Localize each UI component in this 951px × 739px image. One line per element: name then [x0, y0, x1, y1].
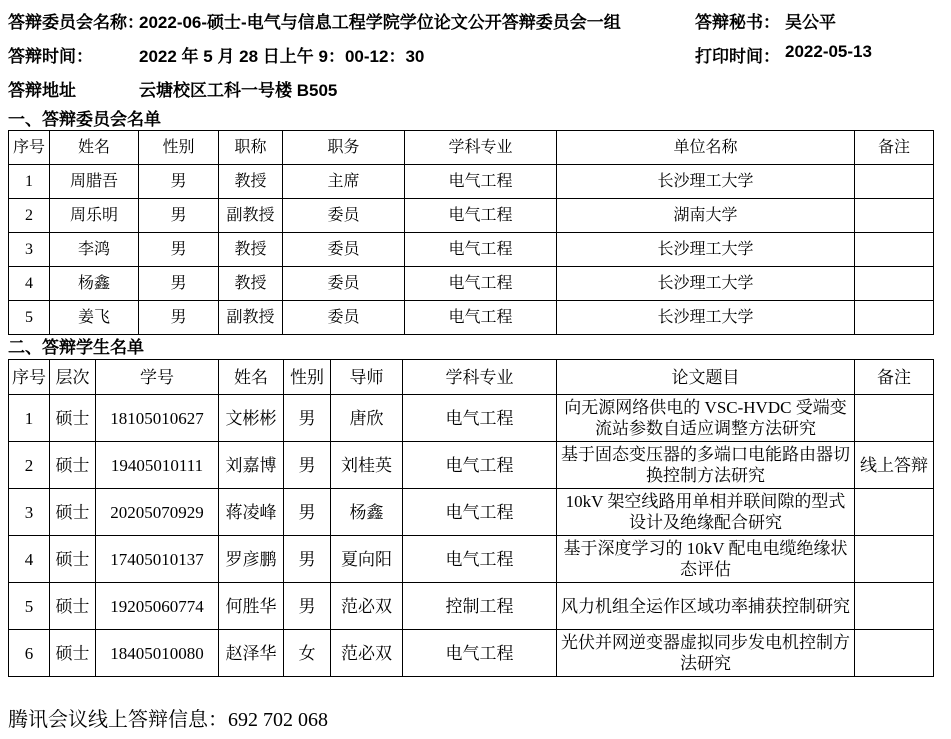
secretary-value: 吴公平: [785, 13, 836, 32]
table-cell-index: 2: [9, 442, 50, 489]
table-row: [9, 267, 934, 301]
table-cell-degree-level: 硕士: [50, 536, 96, 583]
table-cell-title: 教授: [219, 233, 283, 267]
table-cell-name: 何胜华: [219, 583, 284, 630]
table-cell-role: 委员: [283, 267, 405, 301]
column-header: 姓名: [219, 360, 284, 395]
table-cell-supervisor: 杨鑫: [331, 489, 403, 536]
table-cell-discipline: 电气工程: [405, 165, 557, 199]
table-cell-title: 教授: [219, 165, 283, 199]
table-cell-gender: 女: [284, 630, 331, 677]
column-header: 层次: [50, 360, 96, 395]
table-cell-student-id: 18105010627: [96, 395, 219, 442]
column-header: 性别: [139, 131, 219, 165]
table-cell-gender: 男: [139, 301, 219, 335]
table-cell-remark: [855, 199, 934, 233]
table-cell-supervisor: 范必双: [331, 630, 403, 677]
table-cell-thesis-title: 10kV 架空线路用单相并联间隙的型式设计及绝缘配合研究: [557, 489, 855, 536]
table-cell-student-id: 18405010080: [96, 630, 219, 677]
table-cell-discipline: 控制工程: [403, 583, 557, 630]
header-line-committee: [0, 8, 951, 30]
table-cell-supervisor: 刘桂英: [331, 442, 403, 489]
table-cell-discipline: 电气工程: [403, 536, 557, 583]
table-cell-gender: 男: [284, 536, 331, 583]
table-cell-discipline: 电气工程: [405, 267, 557, 301]
table-cell-thesis-title: 向无源网络供电的 VSC-HVDC 受端变流站参数自适应调整方法研究: [557, 395, 855, 442]
column-header: 备注: [855, 131, 934, 165]
table-cell-supervisor: 唐欣: [331, 395, 403, 442]
table-cell-degree-level: 硕士: [50, 442, 96, 489]
table-cell-remark: [855, 233, 934, 267]
table-cell-name: 杨鑫: [50, 267, 139, 301]
table-cell-remark: [855, 536, 934, 583]
meeting-info-text: 腾讯会议线上答辩信息：692 702 068: [8, 709, 328, 731]
table-cell-name: 蒋凌峰: [219, 489, 284, 536]
table-cell-role: 委员: [283, 233, 405, 267]
table-cell-gender: 男: [284, 395, 331, 442]
table-cell-index: 2: [9, 199, 50, 233]
table-cell-remark: [855, 165, 934, 199]
table-row: [9, 233, 934, 267]
table-cell-title: 副教授: [219, 199, 283, 233]
table-cell-index: 4: [9, 536, 50, 583]
table-cell-gender: 男: [139, 165, 219, 199]
table-cell-role: 主席: [283, 165, 405, 199]
table-cell-affiliation: 长沙理工大学: [557, 301, 855, 335]
table-row: [9, 395, 934, 442]
table-cell-discipline: 电气工程: [403, 395, 557, 442]
table-cell-name: 李鸿: [50, 233, 139, 267]
table-row: [9, 301, 934, 335]
header-line-time: [0, 42, 951, 64]
table-row: [9, 489, 934, 536]
table-cell-index: 5: [9, 301, 50, 335]
header-line-address: [0, 76, 951, 98]
table-cell-gender: 男: [139, 199, 219, 233]
table-cell-remark: [855, 395, 934, 442]
column-header: 导师: [331, 360, 403, 395]
table-cell-name: 罗彦鹏: [219, 536, 284, 583]
column-header: 单位名称: [557, 131, 855, 165]
table-cell-remark: [855, 630, 934, 677]
table-cell-discipline: 电气工程: [403, 489, 557, 536]
table-cell-supervisor: 夏向阳: [331, 536, 403, 583]
table-cell-index: 6: [9, 630, 50, 677]
table-cell-affiliation: 湖南大学: [557, 199, 855, 233]
secretary-label: 答辩秘书：: [695, 13, 780, 32]
table-cell-thesis-title: 基于固态变压器的多端口电能路由器切换控制方法研究: [557, 442, 855, 489]
column-header: 序号: [9, 360, 50, 395]
table-cell-name: 姜飞: [50, 301, 139, 335]
section-heading-committee: 一、答辩委员会名单: [8, 110, 161, 129]
table-cell-discipline: 电气工程: [405, 301, 557, 335]
column-header: 职务: [283, 131, 405, 165]
committee-table-body: [9, 165, 934, 335]
table-cell-affiliation: 长沙理工大学: [557, 233, 855, 267]
table-cell-thesis-title: 基于深度学习的 10kV 配电电缆绝缘状态评估: [557, 536, 855, 583]
table-cell-gender: 男: [284, 489, 331, 536]
table-row: [9, 536, 934, 583]
table-cell-student-id: 19405010111: [96, 442, 219, 489]
table-cell-index: 4: [9, 267, 50, 301]
print-time-label: 打印时间：: [695, 47, 780, 66]
students-header-row: [9, 360, 934, 395]
table-cell-affiliation: 长沙理工大学: [557, 165, 855, 199]
table-cell-index: 3: [9, 233, 50, 267]
table-cell-name: 刘嘉博: [219, 442, 284, 489]
column-header: 性别: [284, 360, 331, 395]
table-cell-remark: [855, 583, 934, 630]
students-table: [8, 359, 934, 677]
table-cell-degree-level: 硕士: [50, 583, 96, 630]
table-cell-discipline: 电气工程: [403, 442, 557, 489]
table-cell-discipline: 电气工程: [405, 199, 557, 233]
table-row: [9, 199, 934, 233]
table-cell-remark: [855, 267, 934, 301]
table-cell-remark: [855, 489, 934, 536]
committee-header-row: [9, 131, 934, 165]
column-header: 学科专业: [403, 360, 557, 395]
column-header: 学号: [96, 360, 219, 395]
table-cell-name: 赵泽华: [219, 630, 284, 677]
section-heading-students: 二、答辩学生名单: [8, 338, 144, 357]
table-cell-role: 委员: [283, 301, 405, 335]
table-cell-index: 1: [9, 165, 50, 199]
table-cell-index: 3: [9, 489, 50, 536]
defense-time-value: 2022 年 5 月 28 日上午 9：00-12：30: [139, 47, 425, 66]
table-cell-remark: [855, 301, 934, 335]
column-header: 学科专业: [405, 131, 557, 165]
table-cell-title: 教授: [219, 267, 283, 301]
defense-time-label: 答辩时间：: [8, 47, 93, 66]
committee-table: [8, 130, 934, 335]
defense-address-label: 答辩地址: [8, 81, 76, 100]
table-row: [9, 165, 934, 199]
column-header: 职称: [219, 131, 283, 165]
table-cell-role: 委员: [283, 199, 405, 233]
table-row: [9, 583, 934, 630]
table-cell-discipline: 电气工程: [405, 233, 557, 267]
table-cell-degree-level: 硕士: [50, 489, 96, 536]
table-cell-affiliation: 长沙理工大学: [557, 267, 855, 301]
table-row: [9, 442, 934, 489]
table-cell-student-id: 17405010137: [96, 536, 219, 583]
table-row: [9, 630, 934, 677]
table-cell-degree-level: 硕士: [50, 395, 96, 442]
column-header: 论文题目: [557, 360, 855, 395]
table-cell-index: 5: [9, 583, 50, 630]
students-table-head: [9, 360, 934, 395]
table-cell-degree-level: 硕士: [50, 630, 96, 677]
table-cell-thesis-title: 光伏并网逆变器虚拟同步发电机控制方法研究: [557, 630, 855, 677]
table-cell-supervisor: 范必双: [331, 583, 403, 630]
committee-table-head: [9, 131, 934, 165]
table-cell-thesis-title: 风力机组全运作区域功率捕获控制研究: [557, 583, 855, 630]
committee-name-value: 2022-06-硕士-电气与信息工程学院学位论文公开答辩委员会一组: [139, 13, 621, 32]
table-cell-gender: 男: [284, 442, 331, 489]
column-header: 姓名: [50, 131, 139, 165]
table-cell-name: 周腊吾: [50, 165, 139, 199]
table-cell-gender: 男: [139, 267, 219, 301]
table-cell-gender: 男: [284, 583, 331, 630]
table-cell-name: 周乐明: [50, 199, 139, 233]
students-table-body: [9, 395, 934, 677]
table-cell-discipline: 电气工程: [403, 630, 557, 677]
defense-address-value: 云塘校区工科一号楼 B505: [139, 81, 338, 100]
print-time-value: 2022-05-13: [785, 42, 872, 61]
table-cell-index: 1: [9, 395, 50, 442]
table-cell-title: 副教授: [219, 301, 283, 335]
committee-name-label: 答辩委员会名称：: [8, 13, 144, 32]
table-cell-name: 文彬彬: [219, 395, 284, 442]
table-cell-remark: 线上答辩: [855, 442, 934, 489]
column-header: 备注: [855, 360, 934, 395]
column-header: 序号: [9, 131, 50, 165]
table-cell-gender: 男: [139, 233, 219, 267]
table-cell-student-id: 20205070929: [96, 489, 219, 536]
table-cell-student-id: 19205060774: [96, 583, 219, 630]
